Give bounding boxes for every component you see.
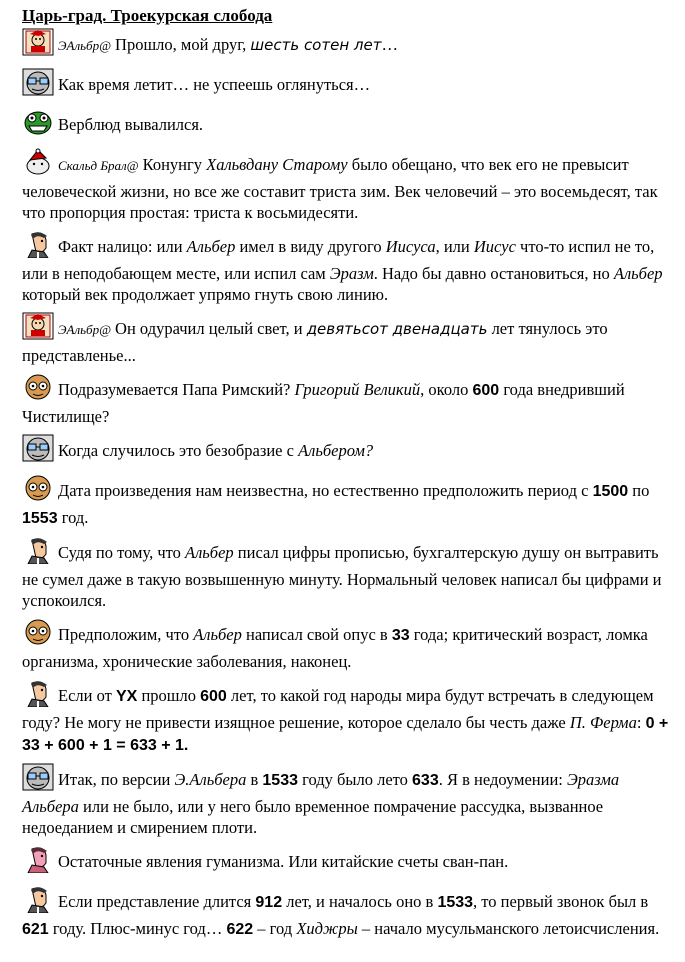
- italic-text: Альбер: [193, 625, 242, 644]
- man-profile-icon: [22, 536, 54, 569]
- message-text: прошло: [137, 686, 201, 705]
- number-text: 1553: [22, 510, 58, 527]
- message-text: лет, то какой год народы мира будут встречать в следующем году? Не могу не привести изящное решение, которое сделало бы честь даже: [22, 686, 654, 732]
- number-text: 1533: [437, 894, 474, 911]
- glasses-face-icon: [22, 68, 54, 101]
- italic-text: Э.Альбера: [174, 770, 247, 789]
- message-text: году было лето: [297, 770, 413, 789]
- message-entry: [22, 763, 672, 838]
- page-title: Царь-град. Троекурская слобода: [22, 6, 273, 25]
- message-text: лет, и началось оно в: [282, 892, 438, 911]
- message-text: Итак, по версии: [58, 770, 175, 789]
- message-text: – начало мусульманского летоисчисления.: [357, 919, 660, 938]
- message-text: Конунгу: [142, 155, 207, 174]
- message-text: лет тянулось это представленье...: [22, 319, 608, 365]
- message-entry: [22, 230, 672, 305]
- message-entry: [22, 679, 672, 756]
- number-text: 600: [200, 688, 227, 705]
- santa-bag-icon: [22, 148, 54, 181]
- message-text: Если от: [58, 686, 116, 705]
- man-profile-icon: [22, 679, 54, 712]
- message-text: писал цифры прописью, бухгалтерскую душу он вытравить не сумел даже в такую возвышенную минуту. Нормальный человек написал бы цифрами и успокоился.: [22, 543, 662, 610]
- message-text: – год: [253, 919, 297, 938]
- number-text: 33: [391, 627, 410, 644]
- message-text: по: [628, 481, 650, 500]
- italic-text: Григорий Великий: [294, 380, 421, 399]
- italic-text: Хальвдану Старому: [206, 155, 348, 174]
- message-text: Верблюд вывалился.: [58, 115, 204, 134]
- italic-text: Иисус: [473, 237, 516, 256]
- pink-man-icon: [22, 845, 54, 878]
- man-profile-icon: [22, 885, 54, 918]
- message-text: . Я в недоумении:: [438, 770, 567, 789]
- message-entry: [22, 474, 672, 529]
- message-text: Подразумевается Папа Римский?: [58, 380, 295, 399]
- italic-text: Хиджры: [296, 919, 358, 938]
- number-text: 1500: [592, 483, 629, 500]
- message-entry: [22, 148, 672, 223]
- message-text: года; критический возраст, ломка организма, хронические заболевания, наконец.: [22, 625, 648, 671]
- green-monster-icon: [22, 108, 54, 141]
- message-text: , около: [420, 380, 473, 399]
- italic-text: П. Ферма: [569, 713, 637, 732]
- number-text: 622: [226, 921, 254, 938]
- message-entry: [22, 68, 672, 101]
- message-entry: [22, 885, 672, 940]
- message-text: Прошло, мой друг,: [115, 35, 251, 54]
- message-text: или не было, или у него было временное помрачение рассудка, вызванное недоеданием и смирением плоти.: [22, 797, 604, 837]
- number-text: 600: [472, 382, 500, 399]
- italic-text: Альбером?: [298, 441, 374, 460]
- message-text: имел в виду другого: [235, 237, 386, 256]
- message-entry: [22, 28, 672, 61]
- message-text: Если представление длится: [58, 892, 256, 911]
- jester-card-icon: [22, 312, 54, 345]
- message-text: год.: [57, 508, 89, 527]
- message-text: было обещано, что век его не превысит человеческой жизни, но все же составит триста зим. Век человечий – это восемьдесят, так что пропорция простая: триста к восьмидесяти.: [22, 155, 658, 222]
- bald-glasses-icon: [22, 474, 54, 507]
- quote-text: шесть сотен лет: [250, 36, 382, 54]
- message-text: написал свой опус в: [241, 625, 392, 644]
- message-entry: [22, 434, 672, 467]
- author-nick: ЭАльбр@: [58, 38, 112, 53]
- message-text: года внедривший Чистилище?: [22, 380, 625, 426]
- message-entry: [22, 108, 672, 141]
- author-nick: Скальд Брал@: [58, 158, 139, 173]
- number-text: 1533: [262, 772, 298, 789]
- man-profile-icon: [22, 230, 54, 263]
- message-entry: [22, 536, 672, 611]
- number-text: YX: [115, 688, 138, 705]
- message-text: :: [636, 713, 646, 732]
- number-text: 0 + 33 + 600 + 1 = 633 + 1.: [22, 715, 669, 754]
- message-entry: [22, 618, 672, 672]
- number-text: 621: [22, 921, 49, 938]
- glasses-face-icon: [22, 434, 54, 467]
- message-entry: [22, 845, 672, 878]
- message-text: Факт налицо: или: [58, 237, 187, 256]
- message-text: в: [246, 770, 263, 789]
- glasses-face-icon: [22, 763, 54, 796]
- author-nick: ЭАльбр@: [58, 322, 112, 337]
- message-text: …: [381, 35, 398, 54]
- message-entry: [22, 373, 672, 427]
- message-text: Предположим, что: [58, 625, 194, 644]
- number-text: 633: [412, 772, 439, 789]
- italic-text: Эразм: [329, 264, 374, 283]
- message-entry: [22, 312, 672, 366]
- number-text: 912: [255, 894, 283, 911]
- italic-text: Альбер: [186, 237, 236, 256]
- message-text: году. Плюс-минус год…: [48, 919, 227, 938]
- jester-card-icon: [22, 28, 54, 61]
- message-text: Когда случилось это безобразие с: [58, 441, 299, 460]
- message-text: Как время летит… не успеешь оглянуться…: [58, 75, 371, 94]
- message-text: Остаточные явления гуманизма. Или китайские счеты сван-пан.: [58, 852, 509, 871]
- chat-log-page: [22, 6, 672, 947]
- message-text: , то первый звонок был в: [473, 892, 649, 911]
- italic-text: Альбер: [613, 264, 663, 283]
- message-list: [22, 28, 672, 940]
- bald-glasses-icon: [22, 618, 54, 651]
- message-text: , или: [435, 237, 474, 256]
- italic-text: Альбер: [185, 543, 234, 562]
- message-text: . Надо бы давно остановиться, но: [373, 264, 614, 283]
- italic-text: Иисуса: [385, 237, 436, 256]
- message-text: Судя по тому, что: [58, 543, 186, 562]
- message-text: который век продолжает упрямо гнуть свою линию.: [22, 285, 389, 304]
- italic-text: Эразма Альбера: [22, 770, 620, 816]
- bald-glasses-icon: [22, 373, 54, 406]
- message-text: Он одурачил целый свет, и: [115, 319, 307, 338]
- message-text: что-то испил не то, или в неподобающем месте, или испил сам: [22, 237, 655, 283]
- quote-text: девятьсот двенадцать: [306, 320, 488, 338]
- message-text: Дата произведения нам неизвестна, но естественно предположить период с: [58, 481, 593, 500]
